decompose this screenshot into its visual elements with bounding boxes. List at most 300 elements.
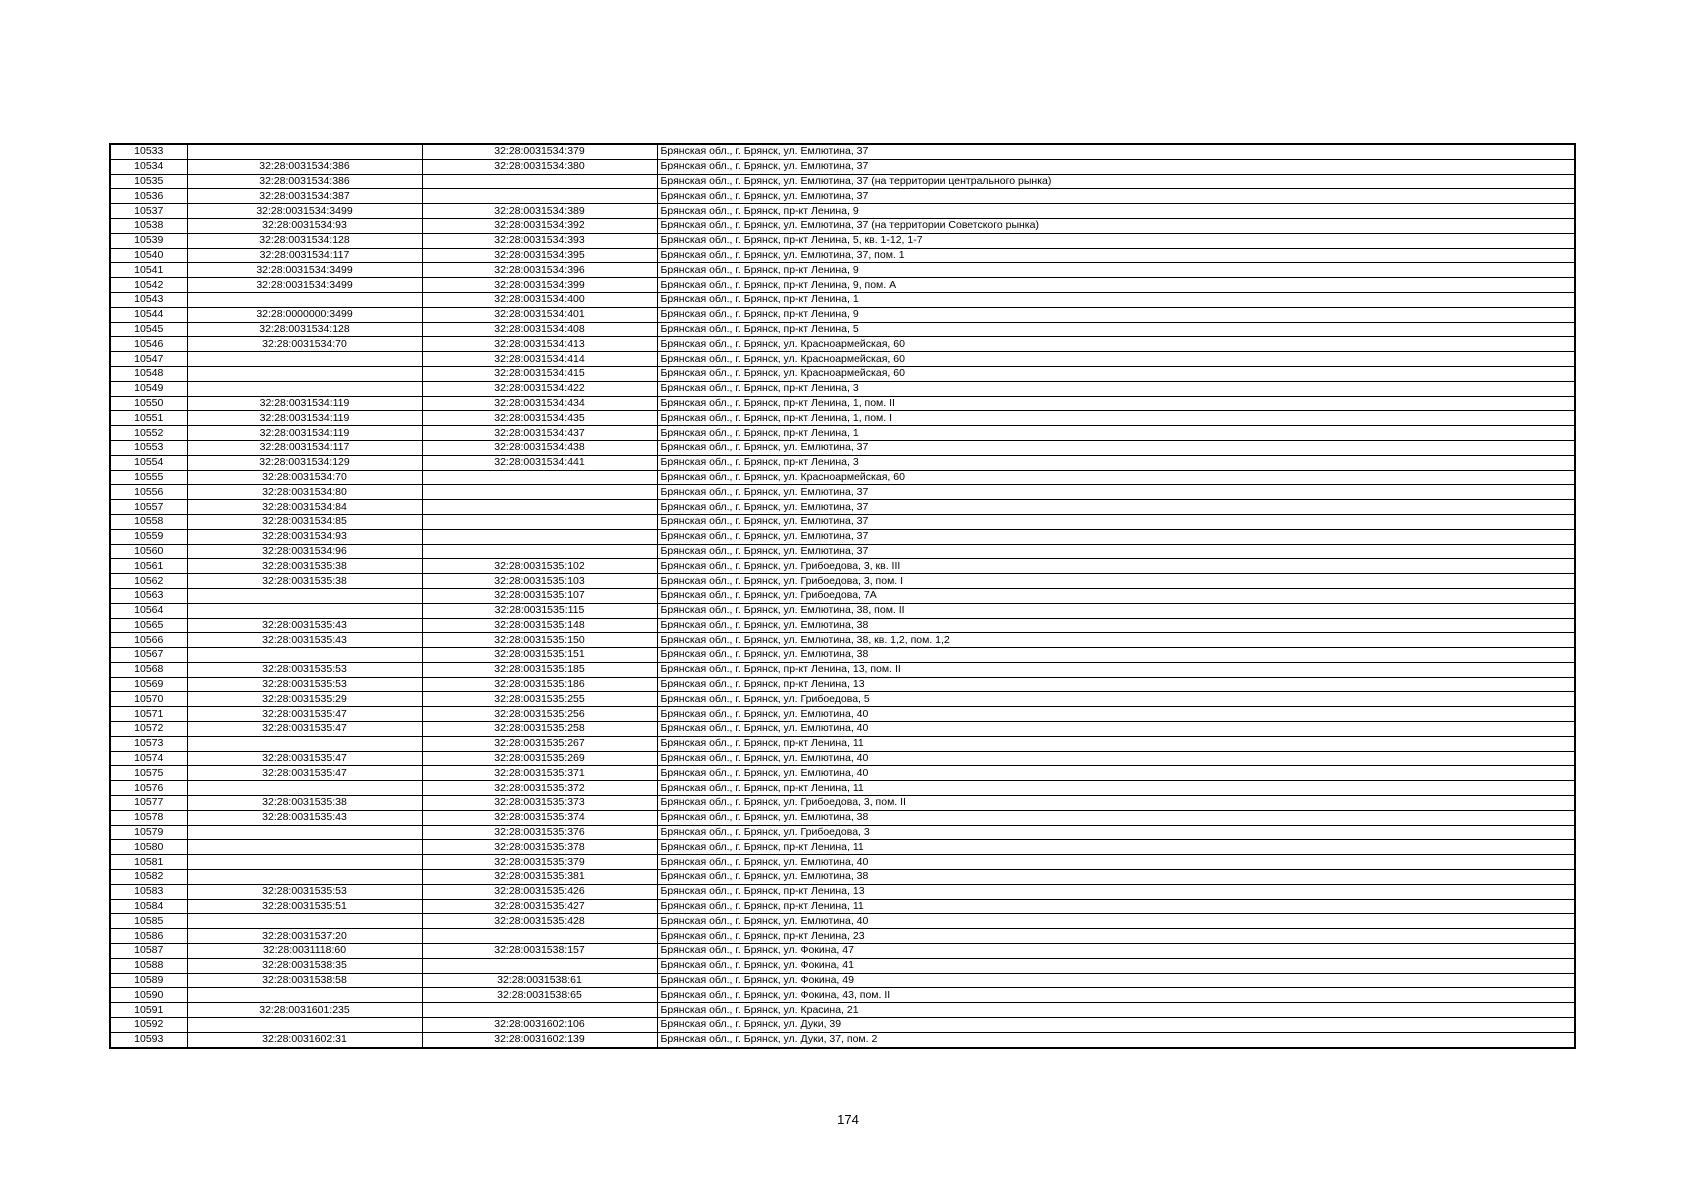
address-cell: Брянская обл., г. Брянск, пр-кт Ленина, 11 xyxy=(657,736,1575,751)
object-cadastral-number-cell: 32:28:0031534:414 xyxy=(422,352,657,367)
row-number-cell: 10581 xyxy=(110,855,187,870)
row-number-cell: 10576 xyxy=(110,781,187,796)
table-row xyxy=(110,944,1575,959)
registry-table-body xyxy=(110,144,1575,1048)
row-number-cell: 10583 xyxy=(110,884,187,899)
table-row xyxy=(110,1032,1575,1047)
address-cell: Брянская обл., г. Брянск, пр-кт Ленина, 9 xyxy=(657,263,1575,278)
address-cell: Брянская обл., г. Брянск, ул. Емлютина, 37 xyxy=(657,144,1575,159)
address-cell: Брянская обл., г. Брянск, пр-кт Ленина, 11 xyxy=(657,899,1575,914)
table-row xyxy=(110,292,1575,307)
address-cell: Брянская обл., г. Брянск, ул. Емлютина, 38 xyxy=(657,618,1575,633)
land-cadastral-number-cell: 32:28:0031534:70 xyxy=(187,337,422,352)
row-number-cell: 10580 xyxy=(110,840,187,855)
land-cadastral-number-cell xyxy=(187,292,422,307)
object-cadastral-number-cell: 32:28:0031602:139 xyxy=(422,1032,657,1047)
row-number-cell: 10543 xyxy=(110,292,187,307)
address-cell: Брянская обл., г. Брянск, пр-кт Ленина, 1, пом. II xyxy=(657,396,1575,411)
land-cadastral-number-cell: 32:28:0000000:3499 xyxy=(187,307,422,322)
row-number-cell: 10582 xyxy=(110,870,187,885)
row-number-cell: 10536 xyxy=(110,189,187,204)
row-number-cell: 10545 xyxy=(110,322,187,337)
table-row xyxy=(110,1018,1575,1033)
table-row xyxy=(110,707,1575,722)
object-cadastral-number-cell: 32:28:0031538:157 xyxy=(422,944,657,959)
table-row xyxy=(110,751,1575,766)
address-cell: Брянская обл., г. Брянск, ул. Грибоедова, 3, кв. III xyxy=(657,559,1575,574)
table-row xyxy=(110,455,1575,470)
address-cell: Брянская обл., г. Брянск, ул. Емлютина, 38 xyxy=(657,870,1575,885)
land-cadastral-number-cell xyxy=(187,855,422,870)
row-number-cell: 10542 xyxy=(110,278,187,293)
object-cadastral-number-cell: 32:28:0031602:106 xyxy=(422,1018,657,1033)
address-cell: Брянская обл., г. Брянск, ул. Грибоедова, 3, пом. I xyxy=(657,574,1575,589)
object-cadastral-number-cell: 32:28:0031535:148 xyxy=(422,618,657,633)
address-cell: Брянская обл., г. Брянск, ул. Емлютина, 37, пом. 1 xyxy=(657,248,1575,263)
object-cadastral-number-cell: 32:28:0031534:380 xyxy=(422,159,657,174)
land-cadastral-number-cell xyxy=(187,870,422,885)
object-cadastral-number-cell: 32:28:0031538:65 xyxy=(422,988,657,1003)
address-cell: Брянская обл., г. Брянск, ул. Емлютина, 38, пом. II xyxy=(657,603,1575,618)
land-cadastral-number-cell: 32:28:0031534:128 xyxy=(187,322,422,337)
object-cadastral-number-cell xyxy=(422,189,657,204)
table-row xyxy=(110,159,1575,174)
table-row xyxy=(110,884,1575,899)
row-number-cell: 10539 xyxy=(110,233,187,248)
table-row xyxy=(110,218,1575,233)
table-row xyxy=(110,766,1575,781)
object-cadastral-number-cell: 32:28:0031534:435 xyxy=(422,411,657,426)
row-number-cell: 10557 xyxy=(110,500,187,515)
object-cadastral-number-cell: 32:28:0031535:256 xyxy=(422,707,657,722)
table-row xyxy=(110,603,1575,618)
object-cadastral-number-cell: 32:28:0031535:372 xyxy=(422,781,657,796)
table-row xyxy=(110,929,1575,944)
land-cadastral-number-cell xyxy=(187,366,422,381)
object-cadastral-number-cell: 32:28:0031535:185 xyxy=(422,662,657,677)
land-cadastral-number-cell: 32:28:0031534:96 xyxy=(187,544,422,559)
land-cadastral-number-cell: 32:28:0031534:128 xyxy=(187,233,422,248)
row-number-cell: 10540 xyxy=(110,248,187,263)
row-number-cell: 10556 xyxy=(110,485,187,500)
table-row xyxy=(110,574,1575,589)
table-row xyxy=(110,426,1575,441)
row-number-cell: 10577 xyxy=(110,796,187,811)
object-cadastral-number-cell xyxy=(422,544,657,559)
address-cell: Брянская обл., г. Брянск, ул. Емлютина, 40 xyxy=(657,766,1575,781)
table-row xyxy=(110,796,1575,811)
address-cell: Брянская обл., г. Брянск, ул. Емлютина, 37 xyxy=(657,485,1575,500)
land-cadastral-number-cell xyxy=(187,144,422,159)
address-cell: Брянская обл., г. Брянск, ул. Емлютина, 37 (на территории Советского рынка) xyxy=(657,218,1575,233)
object-cadastral-number-cell: 32:28:0031534:408 xyxy=(422,322,657,337)
address-cell: Брянская обл., г. Брянск, пр-кт Ленина, 5 xyxy=(657,322,1575,337)
table-row xyxy=(110,988,1575,1003)
land-cadastral-number-cell: 32:28:0031537:20 xyxy=(187,929,422,944)
row-number-cell: 10575 xyxy=(110,766,187,781)
address-cell: Брянская обл., г. Брянск, ул. Емлютина, 38, кв. 1,2, пом. 1,2 xyxy=(657,633,1575,648)
table-row xyxy=(110,352,1575,367)
row-number-cell: 10551 xyxy=(110,411,187,426)
object-cadastral-number-cell: 32:28:0031535:255 xyxy=(422,692,657,707)
object-cadastral-number-cell: 32:28:0031534:392 xyxy=(422,218,657,233)
table-row xyxy=(110,633,1575,648)
land-cadastral-number-cell: 32:28:0031534:386 xyxy=(187,159,422,174)
land-cadastral-number-cell xyxy=(187,381,422,396)
row-number-cell: 10569 xyxy=(110,677,187,692)
object-cadastral-number-cell: 32:28:0031534:422 xyxy=(422,381,657,396)
row-number-cell: 10587 xyxy=(110,944,187,959)
address-cell: Брянская обл., г. Брянск, ул. Емлютина, 40 xyxy=(657,855,1575,870)
land-cadastral-number-cell: 32:28:0031534:70 xyxy=(187,470,422,485)
land-cadastral-number-cell xyxy=(187,914,422,929)
row-number-cell: 10572 xyxy=(110,722,187,737)
land-cadastral-number-cell: 32:28:0031534:119 xyxy=(187,426,422,441)
address-cell: Брянская обл., г. Брянск, пр-кт Ленина, 13 xyxy=(657,884,1575,899)
object-cadastral-number-cell: 32:28:0031535:107 xyxy=(422,588,657,603)
land-cadastral-number-cell: 32:28:0031534:85 xyxy=(187,514,422,529)
address-cell: Брянская обл., г. Брянск, ул. Емлютина, 40 xyxy=(657,707,1575,722)
registry-table xyxy=(109,143,1576,1049)
table-row xyxy=(110,470,1575,485)
table-row xyxy=(110,500,1575,515)
land-cadastral-number-cell: 32:28:0031535:47 xyxy=(187,766,422,781)
land-cadastral-number-cell: 32:28:0031534:3499 xyxy=(187,204,422,219)
row-number-cell: 10591 xyxy=(110,1003,187,1018)
table-row xyxy=(110,914,1575,929)
table-row xyxy=(110,233,1575,248)
table-row xyxy=(110,248,1575,263)
object-cadastral-number-cell xyxy=(422,529,657,544)
object-cadastral-number-cell: 32:28:0031534:437 xyxy=(422,426,657,441)
object-cadastral-number-cell xyxy=(422,1003,657,1018)
object-cadastral-number-cell: 32:28:0031535:428 xyxy=(422,914,657,929)
object-cadastral-number-cell: 32:28:0031535:258 xyxy=(422,722,657,737)
land-cadastral-number-cell: 32:28:0031534:80 xyxy=(187,485,422,500)
address-cell: Брянская обл., г. Брянск, ул. Емлютина, 37 xyxy=(657,544,1575,559)
land-cadastral-number-cell: 32:28:0031534:3499 xyxy=(187,278,422,293)
address-cell: Брянская обл., г. Брянск, ул. Емлютина, 40 xyxy=(657,751,1575,766)
land-cadastral-number-cell: 32:28:0031535:43 xyxy=(187,633,422,648)
land-cadastral-number-cell: 32:28:0031535:38 xyxy=(187,796,422,811)
row-number-cell: 10586 xyxy=(110,929,187,944)
address-cell: Брянская обл., г. Брянск, пр-кт Ленина, 9 xyxy=(657,204,1575,219)
row-number-cell: 10560 xyxy=(110,544,187,559)
object-cadastral-number-cell xyxy=(422,514,657,529)
object-cadastral-number-cell: 32:28:0031535:269 xyxy=(422,751,657,766)
land-cadastral-number-cell: 32:28:0031535:47 xyxy=(187,722,422,737)
row-number-cell: 10592 xyxy=(110,1018,187,1033)
row-number-cell: 10573 xyxy=(110,736,187,751)
address-cell: Брянская обл., г. Брянск, пр-кт Ленина, 3 xyxy=(657,455,1575,470)
table-row xyxy=(110,588,1575,603)
row-number-cell: 10564 xyxy=(110,603,187,618)
land-cadastral-number-cell: 32:28:0031538:58 xyxy=(187,973,422,988)
row-number-cell: 10562 xyxy=(110,574,187,589)
land-cadastral-number-cell: 32:28:0031534:117 xyxy=(187,248,422,263)
address-cell: Брянская обл., г. Брянск, ул. Дуки, 37, пом. 2 xyxy=(657,1032,1575,1047)
land-cadastral-number-cell: 32:28:0031534:387 xyxy=(187,189,422,204)
table-row xyxy=(110,189,1575,204)
row-number-cell: 10555 xyxy=(110,470,187,485)
address-cell: Брянская обл., г. Брянск, ул. Емлютина, 38 xyxy=(657,810,1575,825)
row-number-cell: 10537 xyxy=(110,204,187,219)
land-cadastral-number-cell: 32:28:0031535:38 xyxy=(187,574,422,589)
address-cell: Брянская обл., г. Брянск, ул. Емлютина, 37 xyxy=(657,440,1575,455)
address-cell: Брянская обл., г. Брянск, ул. Емлютина, 37 xyxy=(657,159,1575,174)
table-row xyxy=(110,692,1575,707)
land-cadastral-number-cell: 32:28:0031535:43 xyxy=(187,618,422,633)
land-cadastral-number-cell: 32:28:0031538:35 xyxy=(187,958,422,973)
table-row xyxy=(110,144,1575,159)
table-row xyxy=(110,485,1575,500)
object-cadastral-number-cell xyxy=(422,929,657,944)
address-cell: Брянская обл., г. Брянск, ул. Красноармейская, 60 xyxy=(657,352,1575,367)
address-cell: Брянская обл., г. Брянск, пр-кт Ленина, 13 xyxy=(657,677,1575,692)
row-number-cell: 10552 xyxy=(110,426,187,441)
object-cadastral-number-cell: 32:28:0031535:115 xyxy=(422,603,657,618)
address-cell: Брянская обл., г. Брянск, ул. Емлютина, 37 xyxy=(657,500,1575,515)
land-cadastral-number-cell xyxy=(187,352,422,367)
address-cell: Брянская обл., г. Брянск, ул. Емлютина, 37 xyxy=(657,189,1575,204)
land-cadastral-number-cell: 32:28:0031535:53 xyxy=(187,884,422,899)
table-row xyxy=(110,440,1575,455)
row-number-cell: 10574 xyxy=(110,751,187,766)
address-cell: Брянская обл., г. Брянск, пр-кт Ленина, 9, пом. А xyxy=(657,278,1575,293)
land-cadastral-number-cell: 32:28:0031602:31 xyxy=(187,1032,422,1047)
address-cell: Брянская обл., г. Брянск, ул. Емлютина, 40 xyxy=(657,722,1575,737)
address-cell: Брянская обл., г. Брянск, ул. Грибоедова, 7А xyxy=(657,588,1575,603)
object-cadastral-number-cell: 32:28:0031535:186 xyxy=(422,677,657,692)
table-row xyxy=(110,263,1575,278)
address-cell: Брянская обл., г. Брянск, пр-кт Ленина, 5, кв. 1-12, 1-7 xyxy=(657,233,1575,248)
row-number-cell: 10568 xyxy=(110,662,187,677)
row-number-cell: 10550 xyxy=(110,396,187,411)
table-row xyxy=(110,411,1575,426)
object-cadastral-number-cell xyxy=(422,174,657,189)
row-number-cell: 10588 xyxy=(110,958,187,973)
row-number-cell: 10561 xyxy=(110,559,187,574)
object-cadastral-number-cell: 32:28:0031535:371 xyxy=(422,766,657,781)
table-row xyxy=(110,662,1575,677)
address-cell: Брянская обл., г. Брянск, пр-кт Ленина, 1, пом. I xyxy=(657,411,1575,426)
address-cell: Брянская обл., г. Брянск, ул. Красноармейская, 60 xyxy=(657,366,1575,381)
address-cell: Брянская обл., г. Брянск, ул. Красноармейская, 60 xyxy=(657,337,1575,352)
land-cadastral-number-cell: 32:28:0031534:93 xyxy=(187,218,422,233)
address-cell: Брянская обл., г. Брянск, пр-кт Ленина, 1 xyxy=(657,426,1575,441)
land-cadastral-number-cell xyxy=(187,781,422,796)
object-cadastral-number-cell: 32:28:0031535:378 xyxy=(422,840,657,855)
address-cell: Брянская обл., г. Брянск, ул. Емлютина, 37 xyxy=(657,514,1575,529)
table-row xyxy=(110,648,1575,663)
address-cell: Брянская обл., г. Брянск, пр-кт Ленина, 13, пом. II xyxy=(657,662,1575,677)
land-cadastral-number-cell xyxy=(187,648,422,663)
row-number-cell: 10559 xyxy=(110,529,187,544)
land-cadastral-number-cell: 32:28:0031535:47 xyxy=(187,707,422,722)
address-cell: Брянская обл., г. Брянск, пр-кт Ленина, 1 xyxy=(657,292,1575,307)
object-cadastral-number-cell: 32:28:0031534:413 xyxy=(422,337,657,352)
row-number-cell: 10566 xyxy=(110,633,187,648)
row-number-cell: 10541 xyxy=(110,263,187,278)
land-cadastral-number-cell: 32:28:0031535:38 xyxy=(187,559,422,574)
land-cadastral-number-cell: 32:28:0031535:43 xyxy=(187,810,422,825)
table-row xyxy=(110,870,1575,885)
row-number-cell: 10544 xyxy=(110,307,187,322)
row-number-cell: 10546 xyxy=(110,337,187,352)
object-cadastral-number-cell: 32:28:0031534:389 xyxy=(422,204,657,219)
row-number-cell: 10558 xyxy=(110,514,187,529)
row-number-cell: 10589 xyxy=(110,973,187,988)
land-cadastral-number-cell: 32:28:0031534:117 xyxy=(187,440,422,455)
row-number-cell: 10563 xyxy=(110,588,187,603)
table-row xyxy=(110,278,1575,293)
page-number: 174 xyxy=(837,1112,859,1127)
address-cell: Брянская обл., г. Брянск, ул. Емлютина, 38 xyxy=(657,648,1575,663)
land-cadastral-number-cell: 32:28:0031534:386 xyxy=(187,174,422,189)
address-cell: Брянская обл., г. Брянск, ул. Фокина, 47 xyxy=(657,944,1575,959)
table-row xyxy=(110,337,1575,352)
object-cadastral-number-cell xyxy=(422,485,657,500)
table-row xyxy=(110,899,1575,914)
address-cell: Брянская обл., г. Брянск, ул. Дуки, 39 xyxy=(657,1018,1575,1033)
address-cell: Брянская обл., г. Брянск, пр-кт Ленина, 23 xyxy=(657,929,1575,944)
object-cadastral-number-cell: 32:28:0031535:150 xyxy=(422,633,657,648)
land-cadastral-number-cell: 32:28:0031534:119 xyxy=(187,396,422,411)
land-cadastral-number-cell xyxy=(187,603,422,618)
row-number-cell: 10538 xyxy=(110,218,187,233)
object-cadastral-number-cell: 32:28:0031534:438 xyxy=(422,440,657,455)
land-cadastral-number-cell xyxy=(187,988,422,1003)
table-row xyxy=(110,544,1575,559)
row-number-cell: 10565 xyxy=(110,618,187,633)
land-cadastral-number-cell xyxy=(187,736,422,751)
table-row xyxy=(110,529,1575,544)
address-cell: Брянская обл., г. Брянск, ул. Фокина, 49 xyxy=(657,973,1575,988)
object-cadastral-number-cell: 32:28:0031534:400 xyxy=(422,292,657,307)
land-cadastral-number-cell xyxy=(187,825,422,840)
object-cadastral-number-cell: 32:28:0031534:393 xyxy=(422,233,657,248)
land-cadastral-number-cell: 32:28:0031534:93 xyxy=(187,529,422,544)
address-cell: Брянская обл., г. Брянск, ул. Красина, 21 xyxy=(657,1003,1575,1018)
land-cadastral-number-cell: 32:28:0031535:29 xyxy=(187,692,422,707)
land-cadastral-number-cell xyxy=(187,1018,422,1033)
table-row xyxy=(110,618,1575,633)
object-cadastral-number-cell xyxy=(422,470,657,485)
object-cadastral-number-cell: 32:28:0031535:379 xyxy=(422,855,657,870)
object-cadastral-number-cell: 32:28:0031535:426 xyxy=(422,884,657,899)
table-row xyxy=(110,840,1575,855)
land-cadastral-number-cell xyxy=(187,588,422,603)
row-number-cell: 10571 xyxy=(110,707,187,722)
table-row xyxy=(110,366,1575,381)
object-cadastral-number-cell: 32:28:0031534:395 xyxy=(422,248,657,263)
table-row xyxy=(110,810,1575,825)
table-row xyxy=(110,322,1575,337)
row-number-cell: 10534 xyxy=(110,159,187,174)
object-cadastral-number-cell xyxy=(422,958,657,973)
land-cadastral-number-cell: 32:28:0031535:53 xyxy=(187,662,422,677)
row-number-cell: 10533 xyxy=(110,144,187,159)
object-cadastral-number-cell: 32:28:0031534:379 xyxy=(422,144,657,159)
object-cadastral-number-cell: 32:28:0031534:434 xyxy=(422,396,657,411)
address-cell: Брянская обл., г. Брянск, ул. Емлютина, 40 xyxy=(657,914,1575,929)
object-cadastral-number-cell: 32:28:0031535:373 xyxy=(422,796,657,811)
land-cadastral-number-cell: 32:28:0031535:47 xyxy=(187,751,422,766)
row-number-cell: 10578 xyxy=(110,810,187,825)
object-cadastral-number-cell: 32:28:0031534:415 xyxy=(422,366,657,381)
row-number-cell: 10570 xyxy=(110,692,187,707)
row-number-cell: 10579 xyxy=(110,825,187,840)
row-number-cell: 10547 xyxy=(110,352,187,367)
object-cadastral-number-cell: 32:28:0031535:102 xyxy=(422,559,657,574)
object-cadastral-number-cell: 32:28:0031535:267 xyxy=(422,736,657,751)
row-number-cell: 10593 xyxy=(110,1032,187,1047)
land-cadastral-number-cell: 32:28:0031534:84 xyxy=(187,500,422,515)
table-row xyxy=(110,973,1575,988)
object-cadastral-number-cell: 32:28:0031538:61 xyxy=(422,973,657,988)
row-number-cell: 10535 xyxy=(110,174,187,189)
object-cadastral-number-cell: 32:28:0031534:401 xyxy=(422,307,657,322)
address-cell: Брянская обл., г. Брянск, ул. Грибоедова, 5 xyxy=(657,692,1575,707)
address-cell: Брянская обл., г. Брянск, пр-кт Ленина, 3 xyxy=(657,381,1575,396)
address-cell: Брянская обл., г. Брянск, пр-кт Ленина, 9 xyxy=(657,307,1575,322)
object-cadastral-number-cell: 32:28:0031534:441 xyxy=(422,455,657,470)
land-cadastral-number-cell: 32:28:0031534:119 xyxy=(187,411,422,426)
table-row xyxy=(110,381,1575,396)
land-cadastral-number-cell: 32:28:0031535:51 xyxy=(187,899,422,914)
row-number-cell: 10585 xyxy=(110,914,187,929)
table-row xyxy=(110,1003,1575,1018)
table-row xyxy=(110,677,1575,692)
row-number-cell: 10567 xyxy=(110,648,187,663)
object-cadastral-number-cell: 32:28:0031535:381 xyxy=(422,870,657,885)
row-number-cell: 10549 xyxy=(110,381,187,396)
object-cadastral-number-cell: 32:28:0031534:396 xyxy=(422,263,657,278)
table-row xyxy=(110,559,1575,574)
row-number-cell: 10553 xyxy=(110,440,187,455)
table-row xyxy=(110,855,1575,870)
table-row xyxy=(110,825,1575,840)
table-row xyxy=(110,396,1575,411)
address-cell: Брянская обл., г. Брянск, пр-кт Ленина, 11 xyxy=(657,840,1575,855)
row-number-cell: 10584 xyxy=(110,899,187,914)
land-cadastral-number-cell: 32:28:0031601:235 xyxy=(187,1003,422,1018)
table-row xyxy=(110,958,1575,973)
address-cell: Брянская обл., г. Брянск, ул. Грибоедова, 3 xyxy=(657,825,1575,840)
object-cadastral-number-cell: 32:28:0031534:399 xyxy=(422,278,657,293)
object-cadastral-number-cell: 32:28:0031535:151 xyxy=(422,648,657,663)
land-cadastral-number-cell xyxy=(187,840,422,855)
table-row xyxy=(110,204,1575,219)
address-cell: Брянская обл., г. Брянск, ул. Емлютина, 37 xyxy=(657,529,1575,544)
object-cadastral-number-cell: 32:28:0031535:376 xyxy=(422,825,657,840)
table-row xyxy=(110,174,1575,189)
table-row xyxy=(110,307,1575,322)
object-cadastral-number-cell xyxy=(422,500,657,515)
address-cell: Брянская обл., г. Брянск, пр-кт Ленина, 11 xyxy=(657,781,1575,796)
row-number-cell: 10554 xyxy=(110,455,187,470)
land-cadastral-number-cell: 32:28:0031534:3499 xyxy=(187,263,422,278)
land-cadastral-number-cell: 32:28:0031118:60 xyxy=(187,944,422,959)
land-cadastral-number-cell: 32:28:0031535:53 xyxy=(187,677,422,692)
object-cadastral-number-cell: 32:28:0031535:427 xyxy=(422,899,657,914)
address-cell: Брянская обл., г. Брянск, ул. Фокина, 43, пом. II xyxy=(657,988,1575,1003)
address-cell: Брянская обл., г. Брянск, ул. Емлютина, 37 (на территории центрального рынка) xyxy=(657,174,1575,189)
address-cell: Брянская обл., г. Брянск, ул. Красноармейская, 60 xyxy=(657,470,1575,485)
table-row xyxy=(110,781,1575,796)
table-row xyxy=(110,736,1575,751)
table-row xyxy=(110,722,1575,737)
